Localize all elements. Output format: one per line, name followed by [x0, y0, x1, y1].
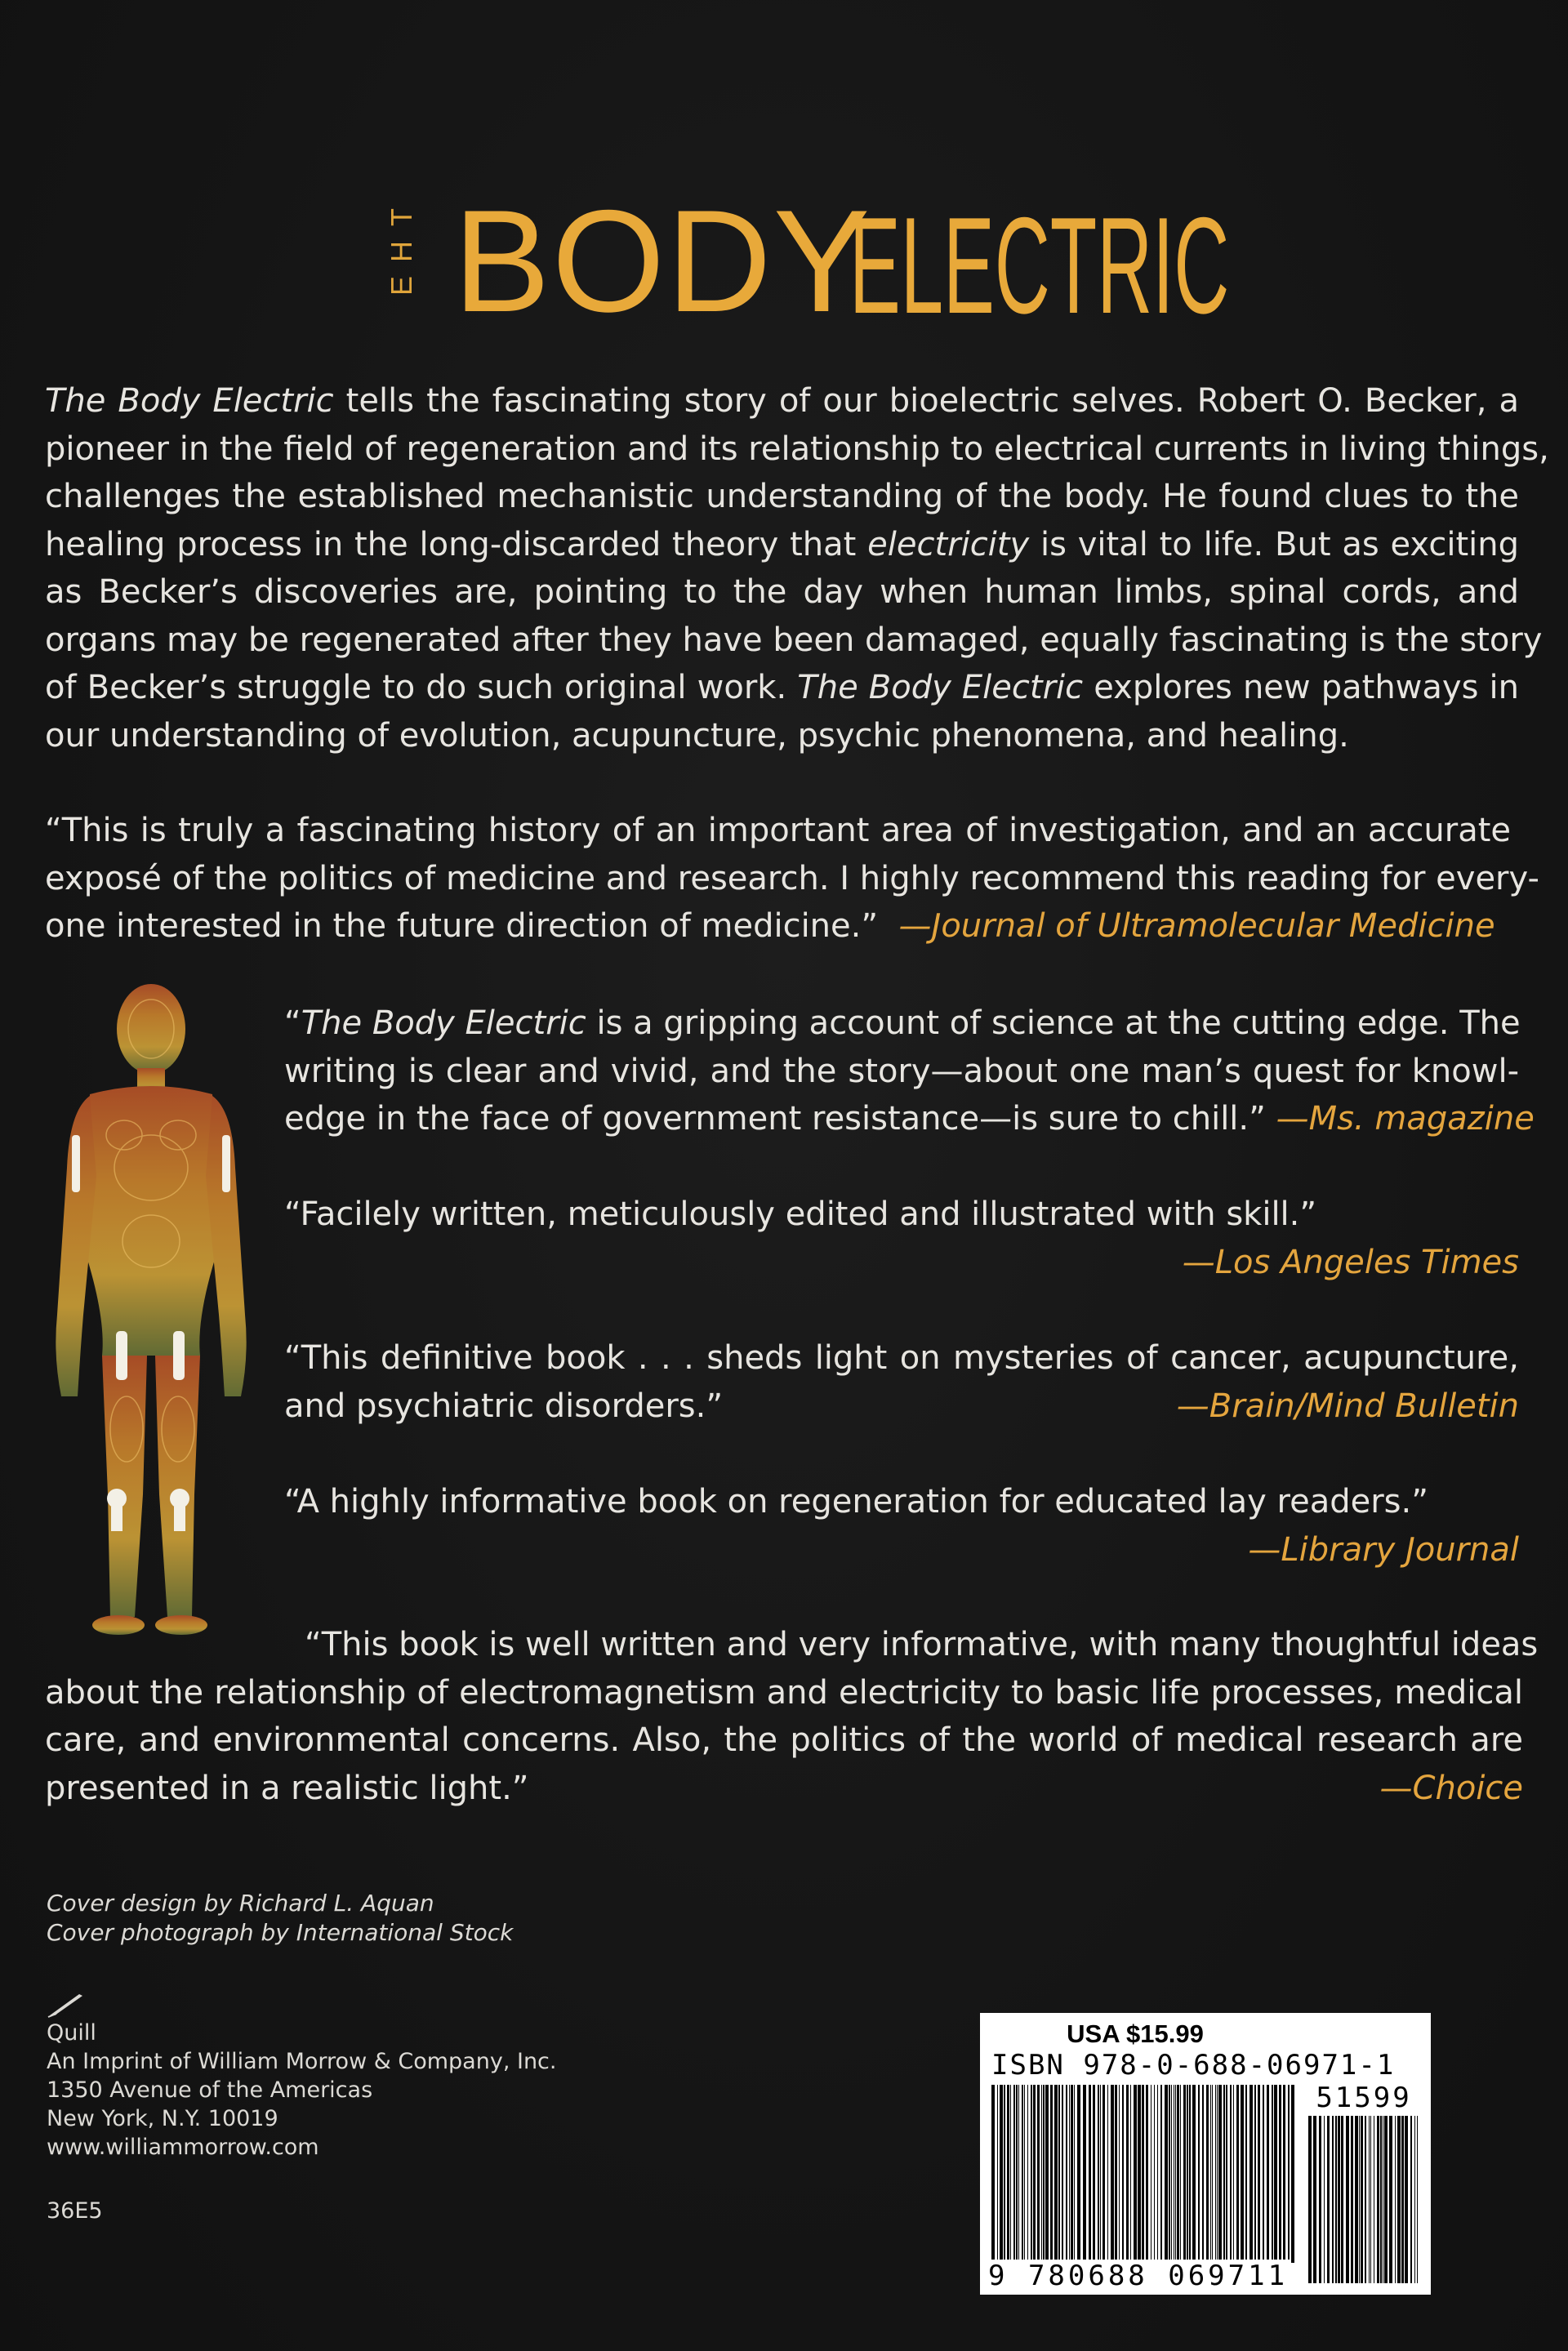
barcode-bar — [1089, 2085, 1091, 2263]
title-electric: ELECTRIC — [849, 189, 1230, 342]
review-line: about the relationship of electromagnetism and electricity to basic life processes, medical — [45, 1673, 1523, 1712]
barcode-addon-bar — [1410, 2116, 1412, 2283]
cover-design-credit: Cover design by Richard L. Aquan — [47, 1890, 434, 1917]
barcode-addon-bar — [1332, 2116, 1334, 2283]
review-line — [284, 1383, 1519, 1431]
barcode-bar — [1093, 2085, 1095, 2263]
barcode-bar — [1223, 2085, 1225, 2263]
review-source: —Los Angeles Times — [1182, 1243, 1519, 1281]
barcode-addon-bar — [1361, 2116, 1363, 2283]
barcode-bar — [1183, 2085, 1186, 2263]
review-quote — [284, 1334, 1519, 1430]
barcode-bar — [1258, 2085, 1260, 2263]
barcode-addon-bar — [1405, 2116, 1408, 2283]
barcode-bar — [1175, 2085, 1176, 2263]
review-source: —Ms. magazine — [1276, 1100, 1535, 1138]
barcode-bar — [1187, 2085, 1188, 2263]
barcode-bar — [1180, 2085, 1181, 2263]
barcode-bar — [1274, 2085, 1277, 2263]
barcode-bar — [1233, 2085, 1234, 2263]
barcode-bar — [991, 2085, 995, 2263]
barcode-bar — [1100, 2085, 1101, 2263]
barcode-bar — [1115, 2085, 1117, 2263]
barcode-bar — [1291, 2085, 1294, 2263]
barcode-bar — [1098, 2085, 1099, 2263]
bioelectric-body-figure — [33, 972, 270, 1650]
publisher-info — [47, 2019, 556, 2162]
publisher-company: An Imprint of William Morrow & Company, Inc. — [47, 2049, 557, 2074]
publisher-address-line: New York, N.Y. 10019 — [47, 2106, 278, 2131]
review-line: “The Body Electric is a gripping account of science at the cutting edge. The — [284, 1004, 1521, 1042]
barcode-bar — [1022, 2085, 1023, 2263]
title-the-letter: H — [385, 241, 418, 262]
barcode-bar — [1077, 2085, 1080, 2263]
review-line — [45, 1765, 1523, 1813]
barcode-bar — [1074, 2085, 1075, 2263]
barcode-bar — [1288, 2085, 1290, 2263]
review-line: “Facilely written, meticulously edited and illustrated with skill.” — [284, 1196, 1317, 1233]
barcode-bar — [1102, 2085, 1105, 2263]
barcode-bar — [1037, 2085, 1040, 2263]
barcode-bar — [1142, 2085, 1144, 2263]
barcode-bar — [1226, 2085, 1227, 2263]
barcode-addon-bar — [1395, 2116, 1396, 2283]
barcode-bar — [1069, 2085, 1070, 2263]
barcode-bar — [1010, 2085, 1011, 2263]
barcode-bar — [1236, 2085, 1239, 2263]
barcode-bar — [1018, 2085, 1019, 2263]
quill-icon — [47, 1991, 87, 2019]
review-source: —Journal of Ultramolecular Medicine — [898, 907, 1495, 945]
description-line: organs may be regenerated after they have been damaged, equally fascinating is the story — [45, 621, 1543, 659]
isbn-number: ISBN 978-0-688-06971-1 — [991, 2049, 1396, 2082]
review-line: exposé of the politics of medicine and research. I highly recommend this reading for every- — [45, 859, 1539, 897]
barcode-addon-bar — [1401, 2116, 1404, 2283]
review-line — [45, 902, 1511, 951]
title-the-letter: T — [385, 208, 418, 226]
barcode-bar — [1062, 2085, 1063, 2263]
description-line: as Becker’s discoveries are, pointing to the day when human limbs, spinal cords, and — [45, 573, 1519, 611]
catalog-code: 36E5 — [47, 2198, 103, 2224]
barcode-addon-bar — [1335, 2116, 1337, 2283]
cover-photo-credit: Cover photograph by International Stock — [47, 1919, 514, 1946]
review-quote — [45, 807, 1539, 951]
barcode-bar — [1083, 2085, 1086, 2263]
barcode-bar — [1000, 2085, 1003, 2263]
barcode-bar — [1054, 2085, 1058, 2263]
barcode-bar — [1107, 2085, 1108, 2263]
barcode-bar — [1031, 2085, 1032, 2263]
barcode-addon-bar — [1365, 2116, 1366, 2283]
isbn-barcode — [980, 2013, 1431, 2295]
barcode-bar — [1169, 2085, 1170, 2263]
barcode-addon-bar — [1369, 2116, 1370, 2283]
barcode-bar — [1007, 2085, 1009, 2263]
barcode-bar — [1250, 2085, 1253, 2263]
barcode-bars — [990, 2085, 1296, 2263]
barcode-bar — [1212, 2085, 1213, 2263]
review-source: —Brain/Mind Bulletin — [1176, 1387, 1519, 1425]
barcode-bar — [1154, 2085, 1155, 2263]
barcode-bar — [1177, 2085, 1179, 2263]
barcode-bar — [1202, 2085, 1204, 2263]
barcode-bar — [997, 2085, 998, 2263]
barcode-bar — [1245, 2085, 1247, 2263]
barcode-bar — [1058, 2085, 1060, 2263]
review-line: care, and environmental concerns. Also, the politics of the world of medical research are — [45, 1721, 1523, 1759]
barcode-addon-bars — [1307, 2116, 1421, 2283]
barcode-addon-bar — [1355, 2116, 1358, 2283]
title-the-letter: E — [384, 275, 418, 296]
barcode-bar — [1004, 2085, 1005, 2263]
barcode-bar — [1267, 2085, 1269, 2263]
barcode-bar — [1043, 2085, 1045, 2263]
review-line: “This definitive book . . . sheds light on mysteries of cancer, acupuncture, — [284, 1339, 1519, 1377]
barcode-addon-bar — [1308, 2116, 1312, 2283]
barcode-addon-bar — [1377, 2116, 1379, 2283]
barcode-addon-bar — [1351, 2116, 1353, 2283]
review-text: presented in a realistic light.” — [45, 1769, 529, 1807]
barcode-addon-bar — [1380, 2116, 1382, 2283]
barcode-addon-bar — [1313, 2116, 1316, 2283]
barcode-bar — [1138, 2085, 1141, 2263]
barcode-bar — [1241, 2085, 1244, 2263]
publisher-website: www.williammorrow.com — [47, 2135, 319, 2160]
review-line: “A highly informative book on regeneration for educated lay readers.” — [284, 1483, 1428, 1521]
review-quote — [45, 1621, 1539, 1812]
barcode-bar — [1071, 2085, 1073, 2263]
review-line: writing is clear and vivid, and the story—about one man’s quest for knowl- — [284, 1052, 1519, 1090]
barcode-bar — [1263, 2085, 1264, 2263]
barcode-bar — [1210, 2085, 1211, 2263]
title-the — [385, 200, 418, 303]
cover-credits — [47, 1889, 513, 1948]
barcode-addon-bar — [1417, 2116, 1418, 2283]
review-quote — [284, 1191, 1519, 1286]
review-quote — [284, 1478, 1519, 1574]
barcode-bar — [1134, 2085, 1137, 2263]
description-line: of Becker’s struggle to do such original work. The Body Electric explores new pathways in — [45, 669, 1519, 706]
barcode-bar — [1171, 2085, 1172, 2263]
title-body: BODY — [453, 180, 872, 342]
price-label: USA $15.99 — [1067, 2019, 1204, 2048]
barcode-bar — [1013, 2085, 1015, 2263]
barcode-addon-bar — [1384, 2116, 1388, 2283]
barcode-bar — [1272, 2085, 1273, 2263]
barcode-bar — [1283, 2085, 1285, 2263]
barcode-bar — [1130, 2085, 1131, 2263]
barcode-addon-bar — [1327, 2116, 1330, 2283]
review-line — [284, 1095, 1535, 1143]
barcode-addon-bar — [1389, 2116, 1392, 2283]
barcode-addon-bar — [1397, 2116, 1401, 2283]
barcode-addon-number: 51599 — [1316, 2082, 1412, 2114]
barcode-bar — [1033, 2085, 1036, 2263]
book-description — [45, 377, 1549, 759]
review-quote — [284, 1000, 1535, 1143]
barcode-addon-bar — [1341, 2116, 1343, 2283]
barcode-bar — [1024, 2085, 1025, 2263]
barcode-bar — [1279, 2085, 1281, 2263]
barcode-bar — [1215, 2085, 1216, 2263]
publisher-imprint: Quill — [47, 2020, 96, 2046]
barcode-bar — [1218, 2085, 1222, 2263]
review-text: and psychiatric disorders.” — [284, 1387, 724, 1425]
publisher-address-line: 1350 Avenue of the Americas — [47, 2077, 373, 2103]
barcode-bar — [1157, 2085, 1158, 2263]
book-title — [0, 180, 1568, 342]
barcode-bar — [1151, 2085, 1152, 2263]
barcode-bar — [1230, 2085, 1232, 2263]
description-line: healing process in the long-discarded theory that electricity is vital to life. But as exciting — [45, 525, 1519, 563]
barcode-bar — [1041, 2085, 1042, 2263]
barcode-addon-bar — [1319, 2116, 1321, 2283]
barcode-bar — [1206, 2085, 1209, 2263]
description-line: The Body Electric tells the fascinating story of our bioelectric selves. Robert O. Becker, a — [45, 382, 1519, 420]
review-text: one interested in the future direction of medicine.” — [45, 907, 879, 945]
review-source: —Library Journal — [1248, 1530, 1519, 1569]
barcode-bar — [1122, 2085, 1124, 2263]
review-line: “This is truly a fascinating history of an important area of investigation, and an accurate — [45, 812, 1511, 849]
barcode-bar — [1254, 2085, 1256, 2263]
barcode-addon-bar — [1324, 2116, 1325, 2283]
barcode-bar — [1027, 2085, 1028, 2263]
barcode-bar — [1050, 2085, 1053, 2263]
description-line: challenges the established mechanistic understanding of the body. He found clues to the — [45, 478, 1519, 515]
barcode-bar — [1045, 2085, 1049, 2263]
barcode-bar — [1192, 2085, 1196, 2263]
barcode-bar — [1217, 2085, 1218, 2263]
barcode-bar — [1016, 2085, 1018, 2263]
barcode-addon-bar — [1414, 2116, 1415, 2283]
barcode-bar — [1119, 2085, 1120, 2263]
barcode-addon-bar — [1359, 2116, 1360, 2283]
barcode-bar — [1146, 2085, 1148, 2263]
barcode-bar — [1126, 2085, 1129, 2263]
ean-number: 9 780688 069711 — [985, 2260, 1291, 2292]
barcode-addon-bar — [1370, 2116, 1371, 2283]
barcode-bar — [1165, 2085, 1168, 2263]
description-line: our understanding of evolution, acupuncture, psychic phenomena, and healing. — [45, 716, 1349, 755]
barcode-bar — [1198, 2085, 1200, 2263]
barcode-addon-bar — [1338, 2116, 1340, 2283]
barcode-bar — [1111, 2085, 1114, 2263]
review-text: edge in the face of government resistance—is sure to chill.” — [284, 1100, 1266, 1138]
review-line: “This book is well written and very informative, with many thoughtful ideas — [305, 1626, 1539, 1663]
barcode-bar — [1189, 2085, 1191, 2263]
barcode-bar — [1066, 2085, 1067, 2263]
barcode-addon-bar — [1346, 2116, 1349, 2283]
description-line: pioneer in the field of regeneration and its relationship to electrical currents in living things, — [45, 430, 1549, 468]
barcode-bar — [1160, 2085, 1162, 2263]
review-source: —Choice — [1379, 1769, 1523, 1807]
